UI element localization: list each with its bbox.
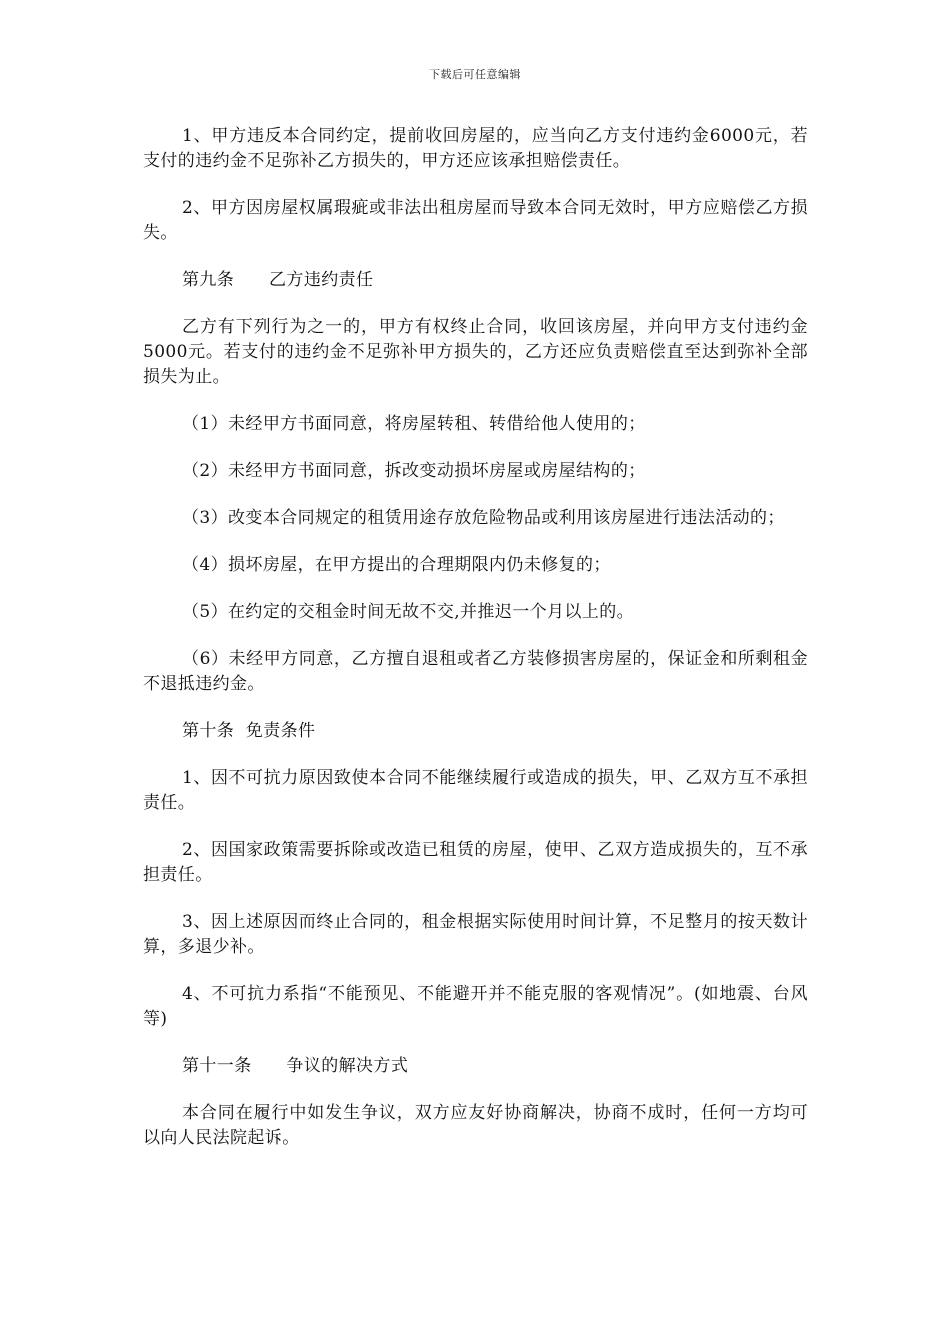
article-10-heading: 第十条 免责条件 bbox=[182, 721, 316, 741]
article-9-item-3: （3）改变本合同规定的租赁用途存放危险物品或利用该房屋进行违法活动的； bbox=[182, 508, 785, 528]
clause-8-item-2: 2、甲方因房屋权属瑕疵或非法出租房屋而导致本合同无效时，甲方应赔偿乙方损失。 bbox=[143, 198, 808, 243]
article-11-text: 本合同在履行中如发生争议，双方应友好协商解决，协商不成时，任何一方均可以向人民法院起诉。 bbox=[143, 1103, 808, 1148]
article-10-item-4: 4、不可抗力系指“不能预见、不能避开并不能克服的客观情况”。(如地震、台风等) bbox=[143, 984, 808, 1029]
article-10-item-3: 3、因上述原因而终止合同的，租金根据实际使用时间计算，不足整月的按天数计算，多退少补。 bbox=[143, 912, 808, 957]
article-9-item-6: （6）未经甲方同意，乙方擅自退租或者乙方装修损害房屋的，保证金和所剩租金不退抵违约金。 bbox=[143, 649, 808, 694]
article-9-heading: 第九条 乙方违约责任 bbox=[182, 270, 374, 290]
article-10-item-2: 2、因国家政策需要拆除或改造已租赁的房屋，使甲、乙双方造成损失的，互不承担责任。 bbox=[143, 840, 808, 885]
article-9-intro: 乙方有下列行为之一的，甲方有权终止合同，收回该房屋，并向甲方支付违约金5000元。若支付的违约金不足弥补甲方损失的，乙方还应负责赔偿直至达到弥补全部损失为止。 bbox=[143, 317, 808, 387]
document-body bbox=[143, 124, 808, 1173]
article-9-item-2: （2）未经甲方书面同意，拆改变动损坏房屋或房屋结构的； bbox=[182, 461, 646, 481]
article-9-item-5: （5）在约定的交租金时间无故不交,并推迟一个月以上的。 bbox=[182, 602, 635, 622]
clause-8-item-1: 1、甲方违反本合同约定，提前收回房屋的，应当向乙方支付违约金6000元，若支付的违约金不足弥补乙方损失的，甲方还应该承担赔偿责任。 bbox=[143, 126, 808, 171]
article-11-heading: 第十一条 争议的解决方式 bbox=[182, 1056, 409, 1076]
article-9-item-4: （4）损坏房屋，在甲方提出的合理期限内仍未修复的； bbox=[182, 555, 611, 575]
article-10-item-1: 1、因不可抗力原因致使本合同不能继续履行或造成的损失，甲、乙双方互不承担责任。 bbox=[143, 768, 808, 813]
article-9-item-1: （1）未经甲方书面同意，将房屋转租、转借给他人使用的； bbox=[182, 414, 646, 434]
page-header-note: 下载后可任意编辑 bbox=[429, 68, 521, 81]
